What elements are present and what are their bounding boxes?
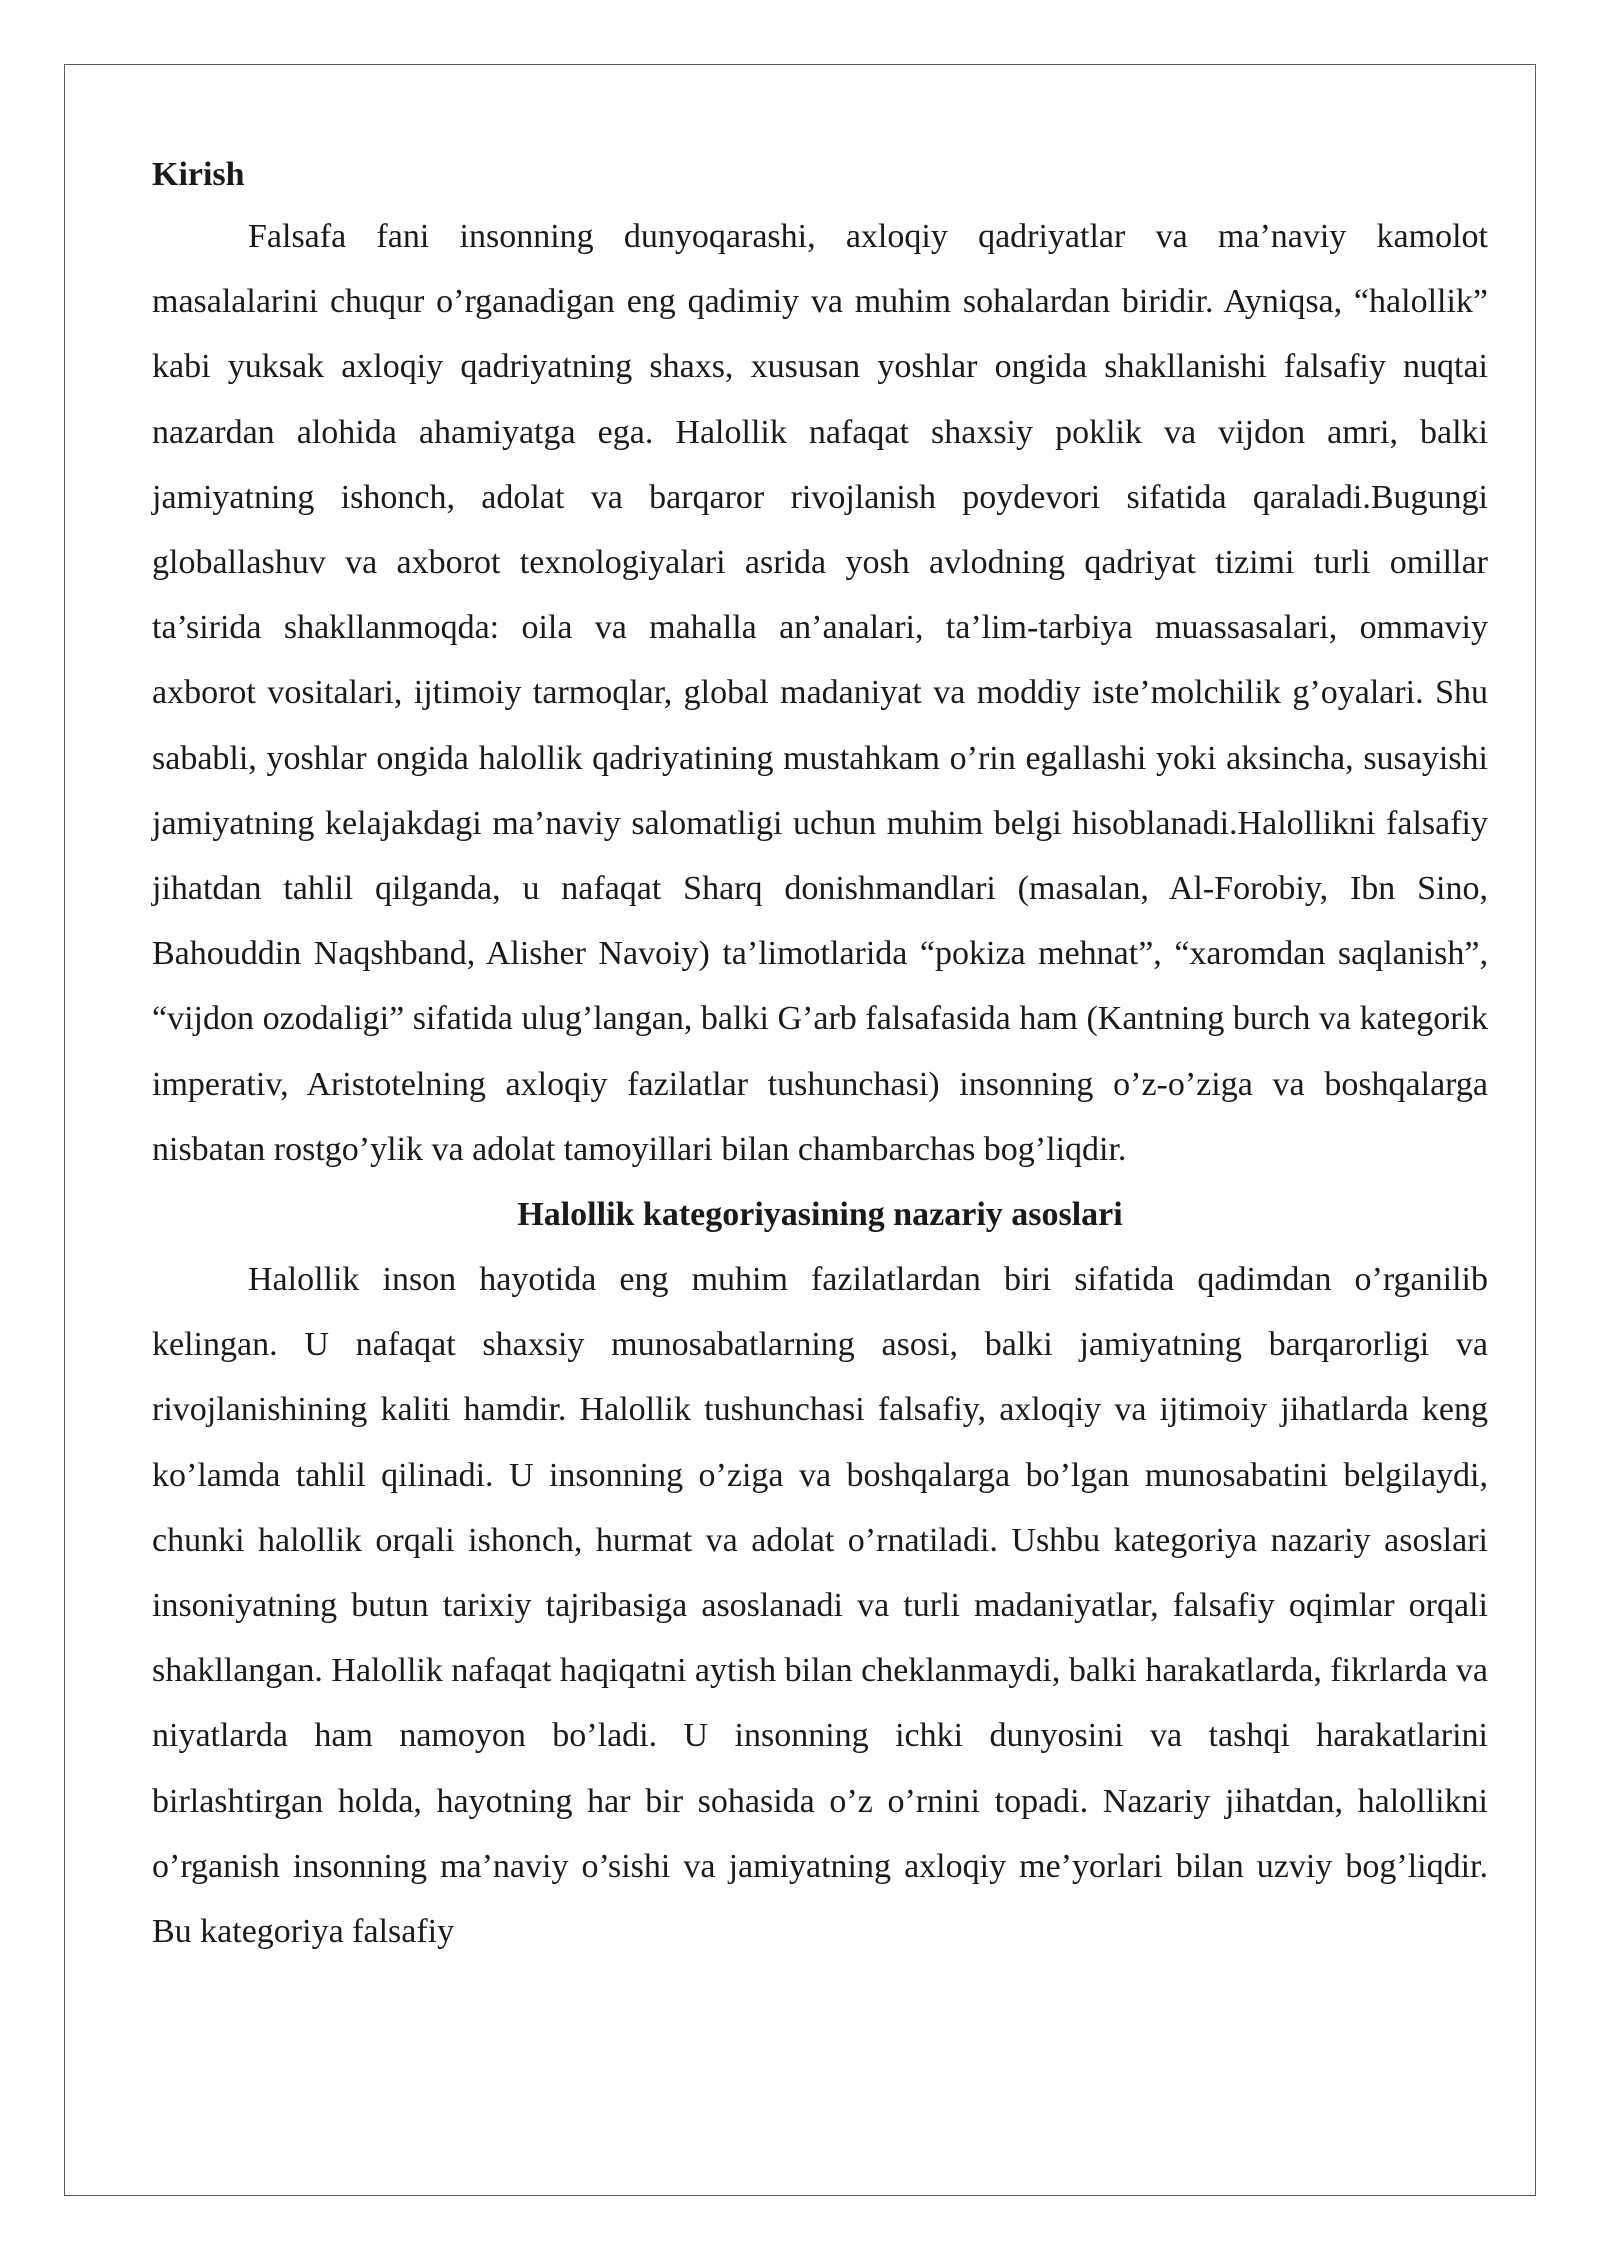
- document-body: [152, 148, 1488, 1964]
- intro-paragraph: Falsafa fani insonning dunyoqarashi, axloqiy qadriyatlar va ma’naviy kamolot masalalarini chuqur o’rganadigan eng qadimiy va muhim sohalardan biridir. Ayniqsa, “halollik” kabi yuksak axloqiy qadriyatning shaxs, xususan yoshlar ongida shakllanishi falsafiy nuqtai nazardan alohida ahamiyatga ega. Halollik nafaqat shaxsiy poklik va vijdon amri, balki jamiyatning ishonch, adolat va barqaror rivojlanish poydevori sifatida qaraladi.Bugungi globallashuv va axborot texnologiyalari asrida yosh avlodning qadriyat tizimi turli omillar ta’sirida shakllanmoqda: oila va mahalla an’analari, ta’lim-tarbiya muassasalari, ommaviy axborot vositalari, ijtimoiy tarmoqlar, global madaniyat va moddiy iste’molchilik g’oyalari. Shu sababli, yoshlar ongida halollik qadriyatining mustahkam o’rin egallashi yoki aksincha, susayishi jamiyatning kelajakdagi ma’naviy salomatligi uchun muhim belgi hisoblanadi.Halollikni falsafiy jihatdan tahlil qilganda, u nafaqat Sharq donishmandlari (masalan, Al-Forobiy, Ibn Sino, Bahouddin Naqshband, Alisher Navoiy) ta’limotlarida “pokiza mehnat”, “xaromdan saqlanish”, “vijdon ozodaligi” sifatida ulug’langan, balki G’arb falsafasida ham (Kantning burch va kategorik imperativ, Aristotelning axloqiy fazilatlar tushunchasi) insonning o’z-o’ziga va boshqalarga nisbatan rostgo’ylik va adolat tamoyillari bilan chambarchas bog’liqdir.: [152, 218, 1488, 1168]
- section-title-kirish: Kirish: [152, 156, 245, 193]
- section-title-theory: Halollik kategoriyasining nazariy asoslari: [517, 1196, 1123, 1234]
- theory-paragraph: Halollik inson hayotida eng muhim fazilatlardan biri sifatida qadimdan o’rganilib kelingan. U nafaqat shaxsiy munosabatlarning asosi, balki jamiyatning barqarorligi va rivojlanishining kaliti hamdir. Halollik tushunchasi falsafiy, axloqiy va ijtimoiy jihatlarda keng ko’lamda tahlil qilinadi. U insonning o’ziga va boshqalarga bo’lgan munosabatini belgilaydi, chunki halollik orqali ishonch, hurmat va adolat o’rnatiladi. Ushbu kategoriya nazariy asoslari insoniyatning butun tarixiy tajribasiga asoslanadi va turli madaniyatlar, falsafiy oqimlar orqali shakllangan. Halollik nafaqat haqiqatni aytish bilan cheklanmaydi, balki harakatlarda, fikrlarda va niyatlarda ham namoyon bo’ladi. U insonning ichki dunyosini va tashqi harakatlarini birlashtirgan holda, hayotning har bir sohasida o’z o’rnini topadi. Nazariy jihatdan, halollikni o’rganish insonning ma’naviy o’sishi va jamiyatning axloqiy me’yorlari bilan uzviy bog’liqdir. Bu kategoriya falsafiy: [152, 1261, 1488, 1951]
